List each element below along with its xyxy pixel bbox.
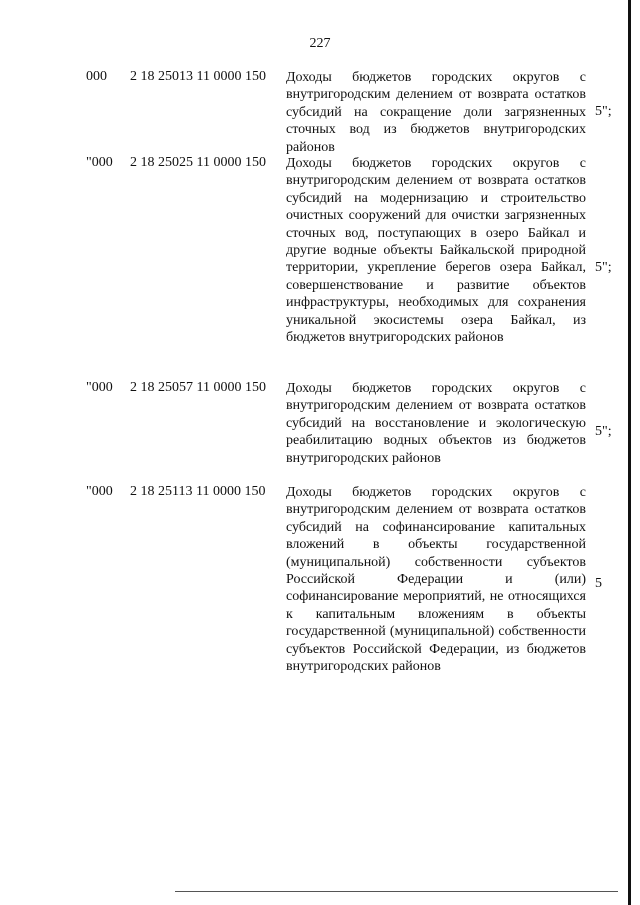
- admin-code: "000: [86, 380, 113, 395]
- income-description: Доходы бюджетов городских округов с внутригородским делением от возврата остатков субсидий на восстановление и экологическую реабилитацию водных объектов из бюджетов внутригородских районов: [286, 381, 586, 466]
- admin-code: 000: [86, 69, 107, 84]
- page-number: 227: [309, 36, 331, 51]
- page-bottom-line: [175, 891, 618, 892]
- budget-classification-code: 2 18 25113 11 0000 150: [130, 484, 266, 499]
- income-description: Доходы бюджетов городских округов с внутригородским делением от возврата остатков субсидий на софинансирование капитальных вложений в объекты государственной (муниципальной) собственности субъектов Российской Федерации и (или) софинансирование мероприятий, не относящихся к капитальным вложениям в объекты государственной (муниципальной) собственности субъектов Российской Федерации, из бюджетов внутригородских районов: [286, 485, 586, 675]
- budget-classification-code: 2 18 25013 11 0000 150: [130, 69, 266, 84]
- budget-classification-code: 2 18 25057 11 0000 150: [130, 380, 266, 395]
- norm-value: 5";: [595, 260, 612, 275]
- norm-value: 5: [595, 576, 602, 591]
- income-description: Доходы бюджетов городских округов с внутригородским делением от возврата остатков субсидий на модернизацию и строительство очистных сооружений для очистки загрязненных сточных вод, поступающих в озеро Байкал и другие водные объекты Байкальской природной территории, укрепление берегов озера Байкал, совершенствование и развитие объектов инфраструктуры, необходимых для сохранения уникальной экосистемы озера Байкал, из бюджетов внутригородских районов: [286, 156, 586, 346]
- budget-classification-code: 2 18 25025 11 0000 150: [130, 155, 266, 170]
- income-description: Доходы бюджетов городских округов с внутригородским делением от возврата остатков субсидий на сокращение доли загрязненных сточных вод из бюджетов внутригородских районов: [286, 70, 586, 155]
- admin-code: "000: [86, 155, 113, 170]
- admin-code: "000: [86, 484, 113, 499]
- norm-value: 5";: [595, 424, 612, 439]
- scan-edge-line: [628, 0, 631, 905]
- norm-value: 5";: [595, 104, 612, 119]
